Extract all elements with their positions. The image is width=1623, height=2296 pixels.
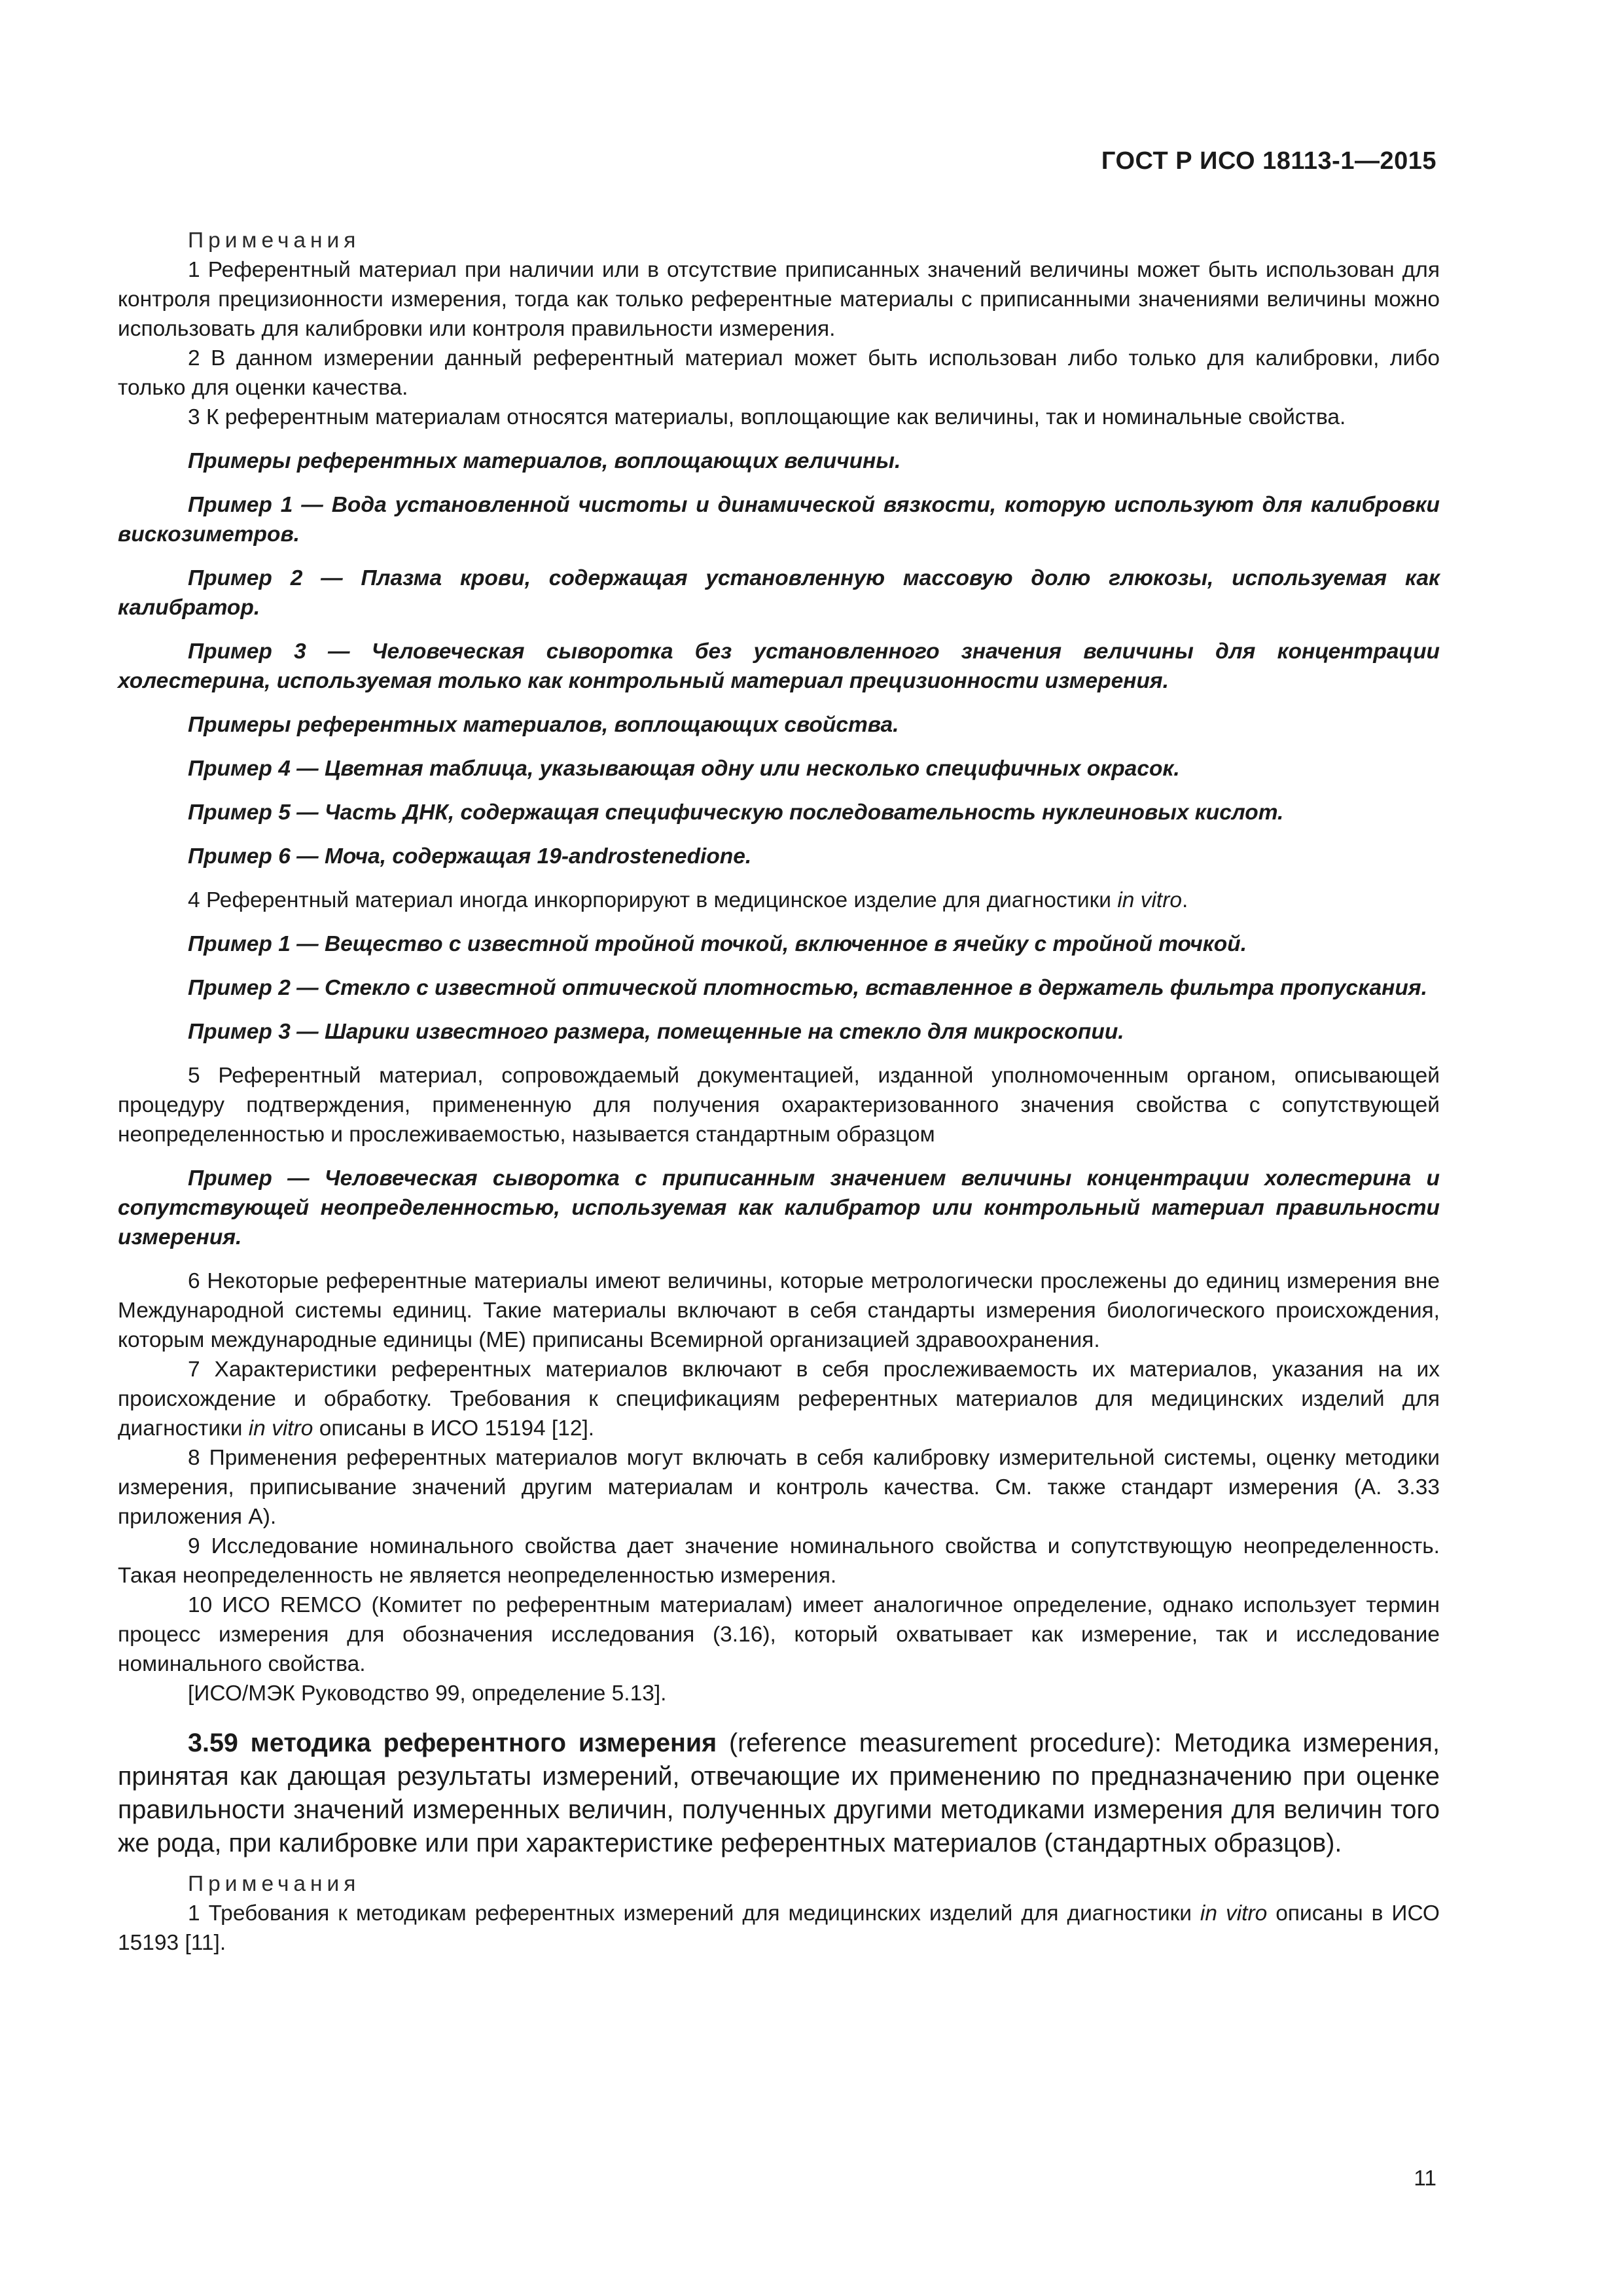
note4-example-1: Пример 1 — Вещество с известной тройной точкой, включенное в ячейку с тройной точкой. (188, 932, 1247, 956)
term-name: методика референтного измерения (250, 1729, 717, 1757)
note-4 (118, 886, 1440, 915)
note-7-end: описаны в ИСО 15194 [12]. (313, 1416, 595, 1441)
note-7 (118, 1355, 1440, 1443)
document-code-header: ГОСТ Р ИСО 18113-1—2015 (1101, 147, 1436, 175)
term-3-59 (118, 1727, 1440, 1860)
term-note-1-text: 1 Требования к методикам референтных измерений для медицинских изделий для диагностики (188, 1901, 1200, 1926)
note-4-text: 4 Референтный материал иногда инкорпорируют в медицинское изделие для диагностики (188, 888, 1118, 912)
note-9: 9 Исследование номинального свойства дает значение номинального свойства и сопутствующую неопределенность. Такая неопределенность не является неопределенностью измерения. (118, 1534, 1440, 1588)
term-note-1-italic: in vitro (1200, 1901, 1268, 1926)
term-definition: (reference measurement procedure): Методика измерения, принятая как дающая результаты измерений, отвечающие их применению по предназначению при оценке правильности значений измеренных величин, полученных другими методиками измерения для величин того же рода, при калибровке или при характеристике референтных материалов (стандартных образцов). (118, 1729, 1440, 1857)
note-8: 8 Применения референтных материалов могут включать в себя калибровку измерительной системы, оценку методики измерения, приписывание значений другим материалам и контроль качества. См. также стандарт измерения (А. 3.33 приложения А). (118, 1446, 1440, 1529)
notes-title-2: Примечания (188, 1872, 361, 1896)
note-10: 10 ИСО REMCO (Комитет по референтным материалам) имеет аналогичное определение, однако использует термин процесс измерения для обозначения исследования (3.16), который охватывает как измерение, так и исследование номинального свойства. (118, 1593, 1440, 1676)
note5-example: Пример — Человеческая сыворотка с приписанным значением величины концентрации холестерина и сопутствующей неопределенностью, используемая как калибратор или контрольный материал правильности измерения. (118, 1166, 1440, 1249)
page-content (118, 226, 1440, 1958)
note-1: 1 Референтный материал при наличии или в отсутствие приписанных значений величины может быть использован для контроля прецизионности измерения, тогда как только референтные материалы с приписанными значениями величины можно использовать для калибровки или контроля правильности измерения. (118, 258, 1440, 341)
example-6-urine: Пример 6 — Моча, содержащая 19-androstenedione. (188, 844, 752, 869)
source-reference: [ИСО/МЭК Руководство 99, определение 5.13]. (188, 1681, 667, 1706)
term-note-1-end: описаны в ИСО 15193 [11]. (118, 1901, 1440, 1955)
note4-example-3: Пример 3 — Шарики известного размера, помещенные на стекло для микроскопии. (188, 1020, 1124, 1044)
example-4-color-chart: Пример 4 — Цветная таблица, указывающая одну или несколько специфичных окрасок. (188, 757, 1180, 781)
note-2: 2 В данном измерении данный референтный материал может быть использован либо только для калибровки, либо только для оценки качества. (118, 346, 1440, 400)
note-4-end: . (1182, 888, 1188, 912)
examples-properties-heading: Примеры референтных материалов, воплощающих свойства. (188, 713, 899, 737)
page-number: 11 (1414, 2166, 1436, 2191)
note-7-text: 7 Характеристики референтных материалов включают в себя прослеживаемость их материалов, указания на их происхождение и обработку. Требования к спецификациям референтных материалов для медицинских изделий для диагностики (118, 1357, 1440, 1441)
example-3-serum: Пример 3 — Человеческая сыворотка без установленного значения величины для концентрации холестерина, используемая только как контрольный материал прецизионности измерения. (118, 639, 1440, 693)
note-6: 6 Некоторые референтные материалы имеют величины, которые метрологически прослежены до единиц измерения вне Международной системы единиц. Такие материалы включают в себя стандарты измерения биологического происхождения, которым международные единицы (МЕ) приписаны Всемирной организацией здравоохранения. (118, 1269, 1440, 1352)
examples-quantities-heading: Примеры референтных материалов, воплощающих величины. (188, 449, 901, 473)
example-1-water: Пример 1 — Вода установленной чистоты и динамической вязкости, которую используют для калибровки вискозиметров. (118, 493, 1440, 547)
notes-title: Примечания (188, 228, 361, 253)
term-number: 3.59 (188, 1729, 238, 1757)
note-4-italic: in vitro (1117, 888, 1182, 912)
example-2-plasma: Пример 2 — Плазма крови, содержащая установленную массовую долю глюкозы, используемая как калибратор. (118, 566, 1440, 620)
note-7-italic: in vitro (248, 1416, 313, 1441)
note-5: 5 Референтный материал, сопровождаемый документацией, изданной уполномоченным органом, описывающей процедуру подтверждения, примененную для получения охарактеризованного значения свойства с сопутствующей неопределенностью и прослеживаемостью, называется стандартным образцом (118, 1064, 1440, 1147)
example-5-dna: Пример 5 — Часть ДНК, содержащая специфическую последовательность нуклеиновых кислот. (188, 800, 1284, 825)
note-3: 3 К референтным материалам относятся материалы, воплощающие как величины, так и номинальные свойства. (188, 405, 1346, 429)
note4-example-2: Пример 2 — Стекло с известной оптической плотностью, вставленное в держатель фильтра пропускания. (188, 976, 1427, 1000)
term-note-1 (118, 1899, 1440, 1958)
